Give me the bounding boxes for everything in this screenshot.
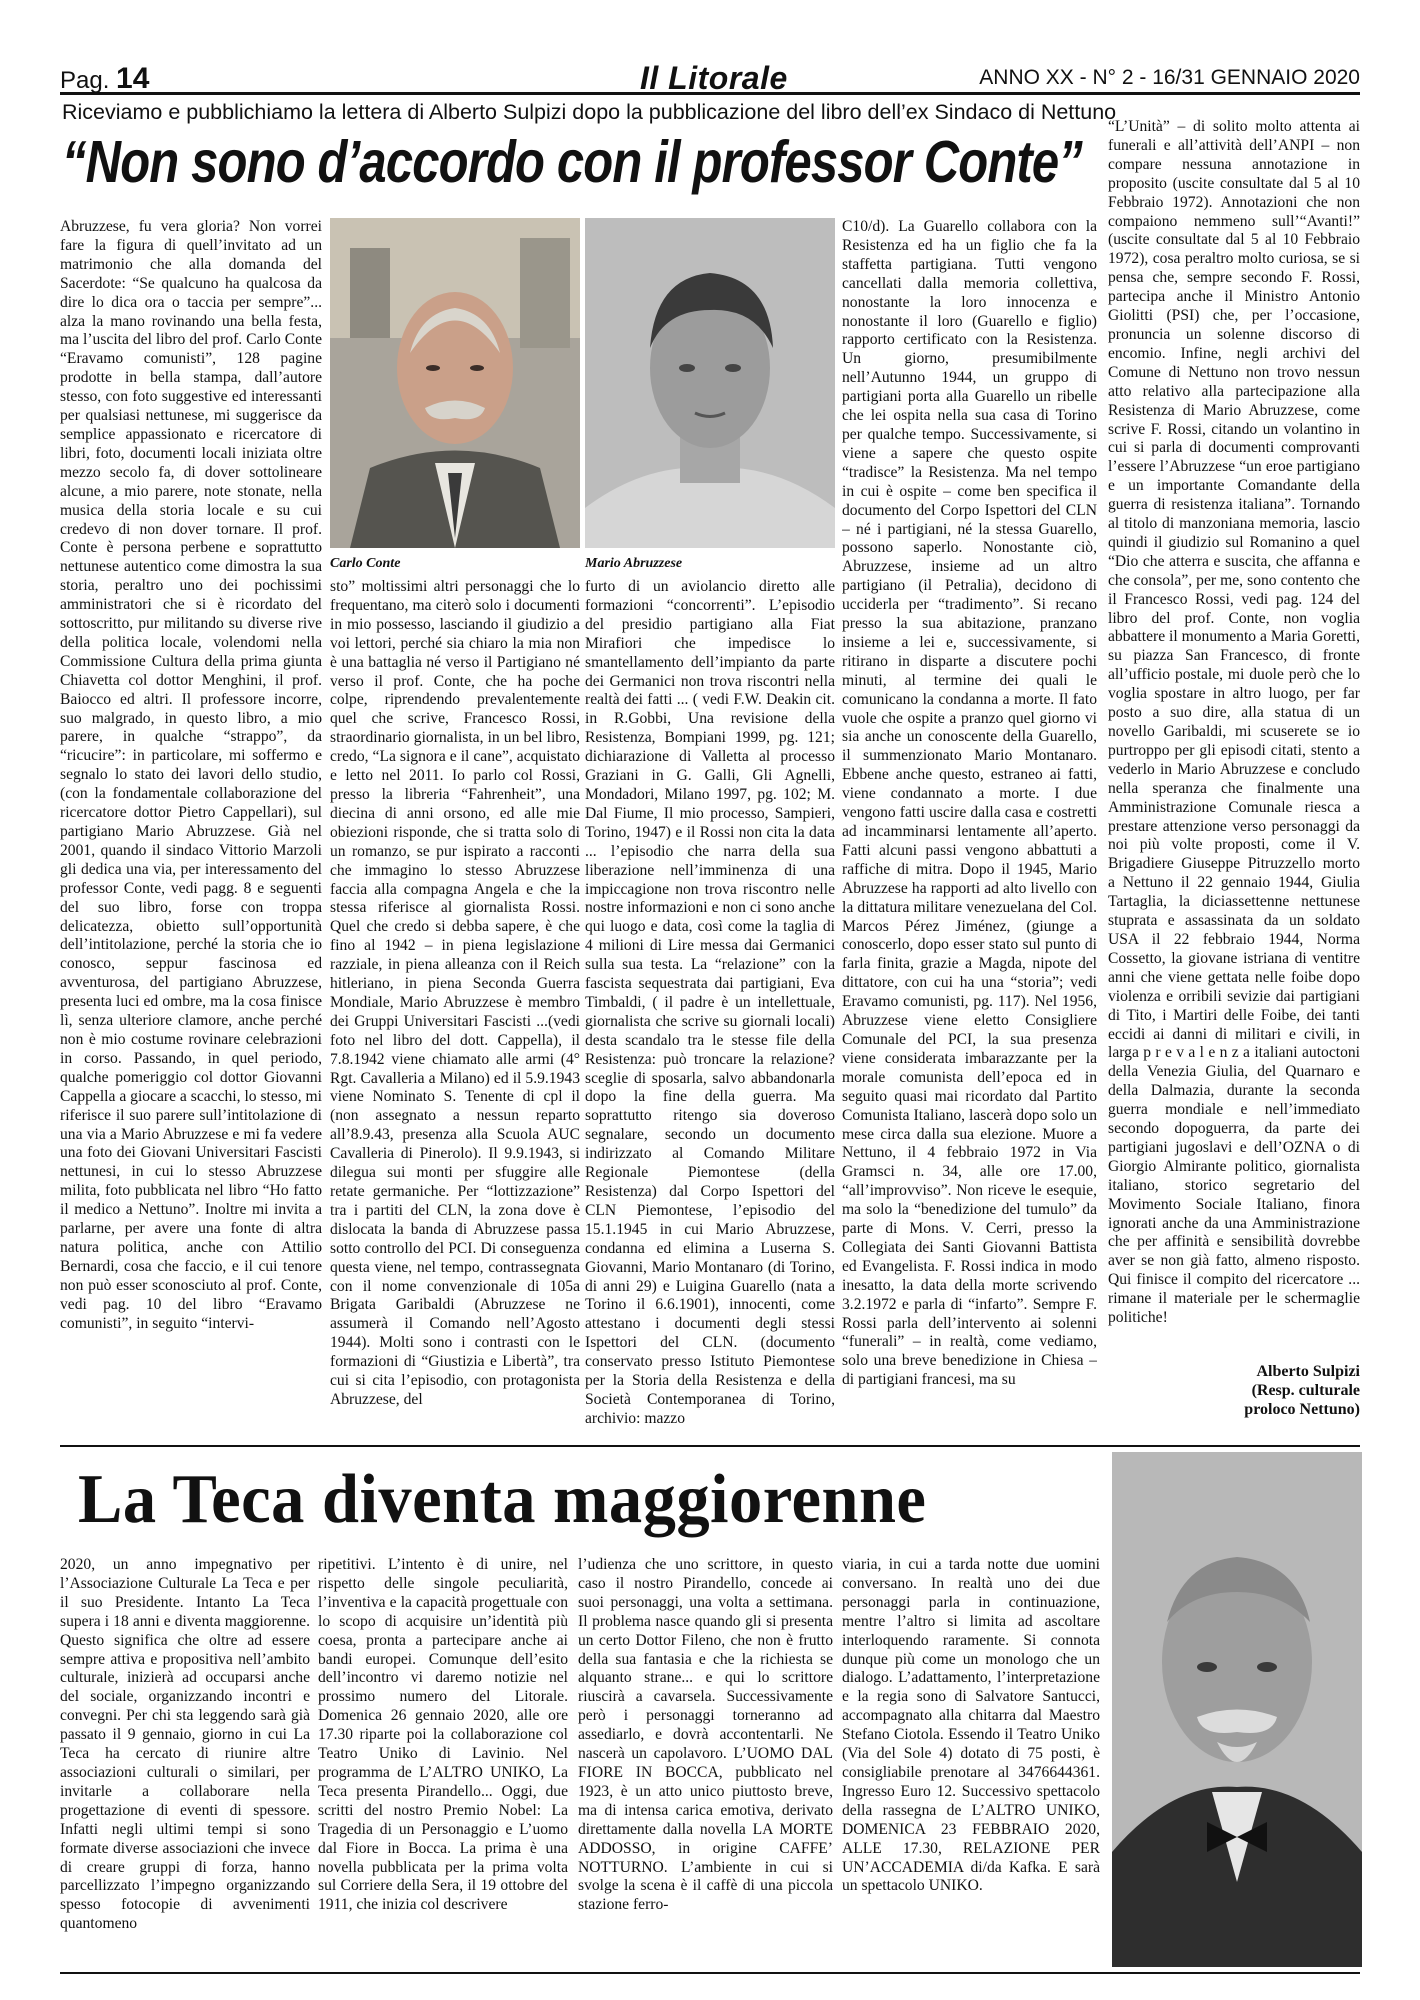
photo-carlo-conte [330, 218, 580, 548]
article1-column-5: “L’Unità” – di solito molto attenta ai funerali e all’attività dell’ANPI – non compare nessuna annotazione in proposito (uscite consultate dal 5 al 10 Febbraio 1972). Annotazioni che non compaiono nemmeno sull’“Avanti!” (uscite consultate dal 5 al 10 Febbraio 1972), cosa peraltro molto curiosa, se si pensa che, sempre secondo F. Rossi, partecipa anche il Ministro Antonio Giolitti (PSI) che, per l’occasione, pronuncia un solenne discorso di encomio. Infine, negli archivi del Comune di Nettuno non trovo nessun atto relativo alla partecipazione alla Resistenza di Mario Abruzzese, come scrive F. Rossi, citando un volantino in cui si parla di documenti comprovanti l’essere l’Abruzzese “un eroe partigiano e un importante Comandante della guerra di resistenza italiana”. Tornando al titolo di manzoniana memoria, lascio quindi il giudizio sul Romanino a quel “Dio che atterra e suscita, che affanna e che consola”, per me, sono contento che il Francesco Rossi, vedi pag. 124 del libro del prof. Conte, non voglia abbattere il monumento a Maria Goretti, su piazza San Francesco, di fronte all’ufficio postale, mi duole però che lo voglia spostare in altro luogo, per far posto a suo dire, alla statua di un novello Garibaldi, mi scuserete se io purtroppo per gli episodi citati, stento a vederlo in Mario Abruzzese e concludo nella speranza che finalmente una Amministrazione Comunale riesca a prestare attenzione verso personaggi da noi più volte proposti, come il V. Brigadiere Giuseppe Pitruzzello morto a Nettuno il 22 gennaio 1944, Giulia Tartaglia, la diciassettenne nettunese stuprata e assassinata da un soldato USA il 22 febbraio 1944, Norma Cossetto, la giovane istriana di ventitre anni che viene gettata nelle foibe dopo violenza e orribili sevizie dai partigiani di Tito, i Martiri delle Foibe, dei tanti eccidi ai danni di militari e civili, in larga p r e v a l e n z a italiani autoctoni della Venezia Giulia, del Quarnaro e della Dalmazia, durante la seconda guerra mondiale e nell’immediato secondo dopoguerra, da parte dei partigiani jugoslavi e dell’OZNA o di Giorgio Almirante politico, giornalista italiano, storico segretario del Movimento Sociale Italiano, finora ignorati anche da una Amministrazione che per affinità e sensibilità dovrebbe aver se non già fatto, almeno risposto. Qui finisce il compito del ricercatore ... rimane il materiale per le schermaglie politiche! [1108, 118, 1360, 1327]
article2-column-2: ripetitivi. L’intento è di unire, nel rispetto delle singole peculiarità, l’inventiva e la capacità progettuale con lo scopo di acquisire un’identità più coesa, pronta a partecipare anche ai bandi europei. Comunque dell’esito dell’incontro vi daremo notizie nel prossimo numero del Litorale. Domenica 26 gennaio 2020, alle ore 17.30 riparte poi la collaborazione col Teatro Uniko di Lavinio. Nel programma de L’ALTRO UNIKO, La Teca presenta Pirandello... Oggi, due scritti del nostro Premio Nobel: La Tragedia di un Personaggio e L’uomo dal Fiore in Bocca. La prima è una novella pubblicata per la prima volta sul Corriere della Sera, il 19 ottobre del 1911, che inizia col descrivere [318, 1556, 568, 1914]
article1-column-2: sto” moltissimi altri personaggi che lo frequentano, ma citerò solo i documenti in mio possesso, lasciando il giudizio a voi lettori, perché sia chiaro la mia non è una battaglia né verso il Partigiano né verso il prof. Conte, che ha poche colpe, riprendendo prevalentemente quel che scrive, Francesco Rossi, straordinario giornalista, in un bel libro, credo, “La signora e il cane”, acquistato e letto nel 2011. Io parlo col Rossi, presso la libreria “Fahrenheit”, una diecina di anni orsono, ed alle mie obiezioni risponde, che si tratta solo di un romanzo, se pur ispirato a racconti che immagino lo stesso Abruzzese faccia alla compagna Angela e che la stessa riferisce al giornalista Rossi. Quel che credo si debba sapere, è che fino al 1942 – in piena legislazione razziale, in piena alleanza con il Reich hitleriano, in piena Seconda Guerra Mondiale, Mario Abruzzese è membro dei Gruppi Universitari Fascisti ...(vedi foto nel libro del dott. Cappella), il 7.8.1942 viene chiamato alle armi (4° Rgt. Cavalleria a Milano) ed il 5.9.1943 viene Nominato S. Tenente di cpl il (non assegnato a nessun reparto all’8.9.43, presenza alla Scuola AUC Cavalleria di Pinerolo). Il 9.9.1943, si dilegua sui monti per sfuggire alle retate germaniche. Per “lottizzazione” tra i partiti del CLN, la zona dove è dislocata la banda di Abruzzese passa sotto controllo del PCI. Di conseguenza questa viene, nel tempo, contrassegnata con il nome convenzionale di 105a Brigata Garibaldi (Abruzzese ne assumerà il Comando nell’Agosto 1944). Molti sono i contrasti con le formazioni di “Giustizia e Libertà”, tra cui si cita l’episodio, con protagonista Abruzzese, del [330, 578, 580, 1408]
newspaper-logo: Il Litorale [640, 60, 788, 96]
page-number: Pag. 14 [60, 62, 150, 95]
signature-org: proloco Nettuno) [1244, 1401, 1360, 1418]
article1-signature [1108, 1362, 1360, 1419]
article-kicker: Riceviamo e pubblichiamo la lettera di Alberto Sulpizi dopo la pubblicazione del libro dell’ex Sindaco di Nettuno [62, 100, 1117, 124]
issue-info: ANNO XX - N° 2 - 16/31 GENNAIO 2020 [979, 66, 1360, 89]
caption-carlo-conte: Carlo Conte [330, 556, 401, 571]
signature-role: (Resp. culturale [1251, 1382, 1360, 1399]
section-divider [60, 1445, 1360, 1447]
article2-column-1: 2020, un anno impegnativo per l’Associazione Culturale La Teca e per il suo Presidente. Intanto La Teca supera i 18 anni e diventa maggiorenne. Questo significa che oltre ad essere sempre attiva e propositiva nell’ambito culturale, inizierà ad occuparsi anche del sociale, organizzando incontri e convegni. Per chi sta leggendo sarà già passato il 9 gennaio, giorno in cui La Teca ha cercato di riunire altre associazioni culturali o similari, per invitarle a collaborare nella progettazione di eventi di spessore. Infatti negli ultimi tempi si sono formate diverse associazioni che invece di creare gruppi di forza, hanno parcellizzato l’impegno organizzando spesso fotocopie di avvenimenti quantomeno [60, 1556, 310, 1933]
article1-column-4: C10/d). La Guarello collabora con la Resistenza ed ha un figlio che fa la staffetta partigiana. Tutti vengono cancellati dalla memoria collettiva, nonostante la loro innocenza e nonostante il loro (Guarello e figlio) rapporto certificato con la Resistenza. Un giorno, presumibilmente nell’Autunno 1944, un gruppo di partigiani porta alla Guarello un ribelle che lei ospita nella sua casa di Torino per qualche tempo. Successivamente, si viene a sapere che questo ospite “tradisce” la Resistenza. Ma nel tempo in cui è ospite – come ben specifica il documento del Corpo Ispettori del CLN – né i partigiani, né la stessa Guarello, possono saperlo. Nonostante ciò, Abruzzese, insieme ad un altro partigiano (il Petralia), decidono di ucciderla per “tradimento”. Si recano presso la sua abitazione, pranzano insieme a lei e, successivamente, si ritirano in disparte a discutere pochi minuti, al termine dei quali le comunicano la condanna a morte. Il fato vuole che ospite a pranzo quel giorno vi sia anche un conoscente della Guarello, il summenzionato Mario Montanaro. Ebbene anche questo, estraneo ai fatti, viene condannato a morte. I due vengono fatti uscire dalla casa e costretti ad incamminarsi lentamente all’aperto. Fatti alcuni passi vengono abbattuti a raffiche di mitra. Dopo il 1945, Mario Abruzzese ha rapporti ad alto livello con la dittatura militare venezuelana del Col. Marcos Pérez Jiménez, (giunge a conoscerlo, dopo esser stato sul punto di farla finita, grazie a Magda, nipote del dittatore, con cui ha una “storia”; vedi Eravamo comunisti, pg. 117). Nel 1956, Abruzzese viene eletto Consigliere Comunale del PCI, la sua presenza viene considerata imbarazzante per la morale comunista dell’epoca ed in seguito quasi mai ricordato dal Partito Comunista Italiano, lascerà dopo solo un mese circa dalla sua elezione. Muore a Nettuno, il 4 febbraio 1972 in Via Gramsci n. 34, alle ore 17.00, “all’improvviso”. Non riceve le esequie, ma solo la “benedizione del tumulo” da parte di Mons. V. Cerri, presso la Collegiata dei Santi Giovanni Battista ed Evangelista. F. Rossi indica in modo inesatto, la data della morte scrivendo 3.2.1972 e parla di “infarto”. Sempre F. Rossi parla dell’intervento ai solenni “funerali” – in realtà, come vediamo, solo una breve benedizione in Chiesa – di partigiani francesi, ma su [842, 218, 1097, 1389]
article1-column-3: furto di un aviolancio diretto alle formazioni “concorrenti”. L’episodio del presidio partigiano alla Fiat Mirafiori che impedisce lo smantellamento dell’impianto da parte dei Germanici non trova riscontri nella realtà dei fatti ... ( vedi F.W. Deakin cit. in R.Gobbi, Una revisione della Resistenza, Bompiani 1999, pg. 121; dichiarazione di Valletta al processo Graziani in G. Galli, Gli Agnelli, Mondadori, Milano 1997, pg. 102; M. Dal Fiume, Il mio processo, Sampieri, Torino, 1947) e il Rossi non cita la data ... l’episodio che narra della sua liberazione nell’imminenza di una impiccagione non trova riscontro nelle nostre informazioni e non ci sono anche qui luogo e data, così come la taglia di 4 milioni di Lire messa dai Germanici sulla sua testa. La “relazione” con la fascista sequestrata dai partigiani, Eva Timbaldi, ( il padre è un intellettuale, giornalista che scrive su giornali locali) desta scandalo tra le stesse file della Resistenza: può troncare la relazione? sceglie di sposarla, salvo abbandonarla dopo la fine della guerra. Ma soprattutto ritengo sia doveroso segnalare, secondo un documento indirizzato al Comando Militare Regionale Piemontese (della Resistenza) dal Corpo Ispettori del CLN Piemontese, l’episodio del 15.1.1945 in cui Mario Abruzzese, condanna ed elimina a Luserna S. Giovanni, Mario Montanaro (di Torino, di anni 29) e Luigina Guarello (nata a Torino il 6.6.1901), innocenti, come attestano i documenti degli stessi Ispettori del CLN. (documento conservato presso Istituto Piemontese per la Storia della Resistenza e della Società Contemporanea di Torino, archivio: mazzo [585, 578, 835, 1427]
signature-name: Alberto Sulpizi [1256, 1363, 1360, 1380]
photo-pirandello [1112, 1452, 1362, 1967]
photo-mario-abruzzese [585, 218, 835, 548]
caption-mario-abruzzese: Mario Abruzzese [585, 556, 683, 571]
page-bottom-rule [60, 1972, 1360, 1974]
article2-column-3: l’udienza che uno scrittore, in questo caso il nostro Pirandello, concede ai suoi personaggi, una volta a settimana. Il problema nasce quando gli si presenta un certo Dottor Fileno, che non è frutto della sua fantasia e che la richiesta se alquanto strane... e qui lo scrittore riuscirà a cavarsela. Successivamente però i personaggi torneranno ad assediarlo, e dovrà accontentarli. Ne nascerà un capolavoro. L’UOMO DAL FIORE IN BOCCA, pubblicato nel 1923, è un atto unico piuttosto breve, ma di intensa carica emotiva, derivato direttamente dalla novella LA MORTE ADDOSSO, in origine CAFFE’ NOTTURNO. L’ambiente in cui si svolge la scena è il caffè di una piccola stazione ferro- [578, 1556, 833, 1914]
article2-column-4: viaria, in cui a tarda notte due uomini conversano. In realtà uno dei due personaggi parla in continuazione, mentre l’altro si limita ad ascoltare interloquendo raramente. Si connota dunque più come un monologo che un dialogo. L’adattamento, l’interpretazione e la regia sono di Salvatore Santucci, accompagnato alla chitarra dal Maestro Stefano Ciotola. Essendo il Teatro Uniko (Via del Sole 4) dotato di 75 posti, è consigliabile prenotare al 3476644361. Ingresso Euro 12. Successivo spettacolo della rassegna de L’ALTRO UNIKO, DOMENICA 23 FEBBRAIO 2020, ALLE 17.30, RELAZIONE PER UN’ACCADEMIA di/da Kafka. E sarà un spettacolo UNIKO. [842, 1556, 1100, 1895]
article2-headline: La Teca diventa maggiorenne [78, 1461, 927, 1538]
article1-column-1: Abruzzese, fu vera gloria? Non vorrei fare la figura di quell’invitato ad un matrimonio che alla domanda del Sacerdote: “Se qualcuno ha qualcosa da dire lo dica ora o taccia per sempre”... alza la mano rovinando una bella festa, ma l’uscita del libro del prof. Carlo Conte “Eravamo comunisti”, 128 pagine prodotte in bella stampa, dall’autore stesso, con foto suggestive ed interessanti per qualsiasi nettunese, mi suggerisce da semplice appassionato e ricercatore di libri, foto, documenti locali iniziata oltre mezzo secolo fa, di dover sottolineare alcune, a mio parere, note stonate, nella musica della storia locale e su cui credevo di non dover tornare. Il prof. Conte è persona perbene e soprattutto nettunese autentico come dimostra la sua storia, peraltro uno dei pochissimi amministratori che si è ricordato del sottoscritto, pur militando su diverse rive della politica locale, volendomi nella Commissione Cultura della prima giunta Chiavetta col dottor Menghini, il prof. Baiocco ed altri. Il professore incorre, suo malgrado, in questo libro, a mio parere, in qualche “strappo”, da “ricucire”: in particolare, mi soffermo e segnalo lo stato dei lavori dello studio, (con la fondamentale collaborazione del ricercatore dottor Pietro Cappellari), sul partigiano Mario Abruzzese. Già nel 2001, quando il sindaco Vittorio Marzoli gli dedica una via, per interessamento del professor Conte, vedi pagg. 8 e seguenti del suo libro, forse con troppa delicatezza, obietto sull’opportunità dell’intitolazione, perché la storia che io conosco, seppur fascinosa ed avventurosa, del partigiano Abruzzese, presenta luci ed ombre, ma la cosa finisce lì, senza ulteriore clamore, anche perché non è mio costume rovinare celebrazioni in corso. Passando, in quel periodo, qualche pomeriggio col dottor Giovanni Cappella a giocare a scacchi, lo stesso, mi riferisce il suo parere sull’intitolazione di una via a Mario Abruzzese e mi fa vedere una foto dei Giovani Universitari Fascisti nettunesi, in cui lo stesso Abruzzese milita, foto pubblicata nel libro “Ho fatto il medico a Nettuno”. Inoltre mi invita a parlarne, per avere una fonte di altra natura politica, anche con Attilio Bernardi, cosa che faccio, e il cui tenore non può esser sconosciuto al prof. Conte, vedi pag. 10 del libro “Eravamo comunisti”, in seguito “intervi- [60, 218, 322, 1332]
article-headline: “Non sono d’accordo con il professor Conte” [62, 129, 1082, 195]
